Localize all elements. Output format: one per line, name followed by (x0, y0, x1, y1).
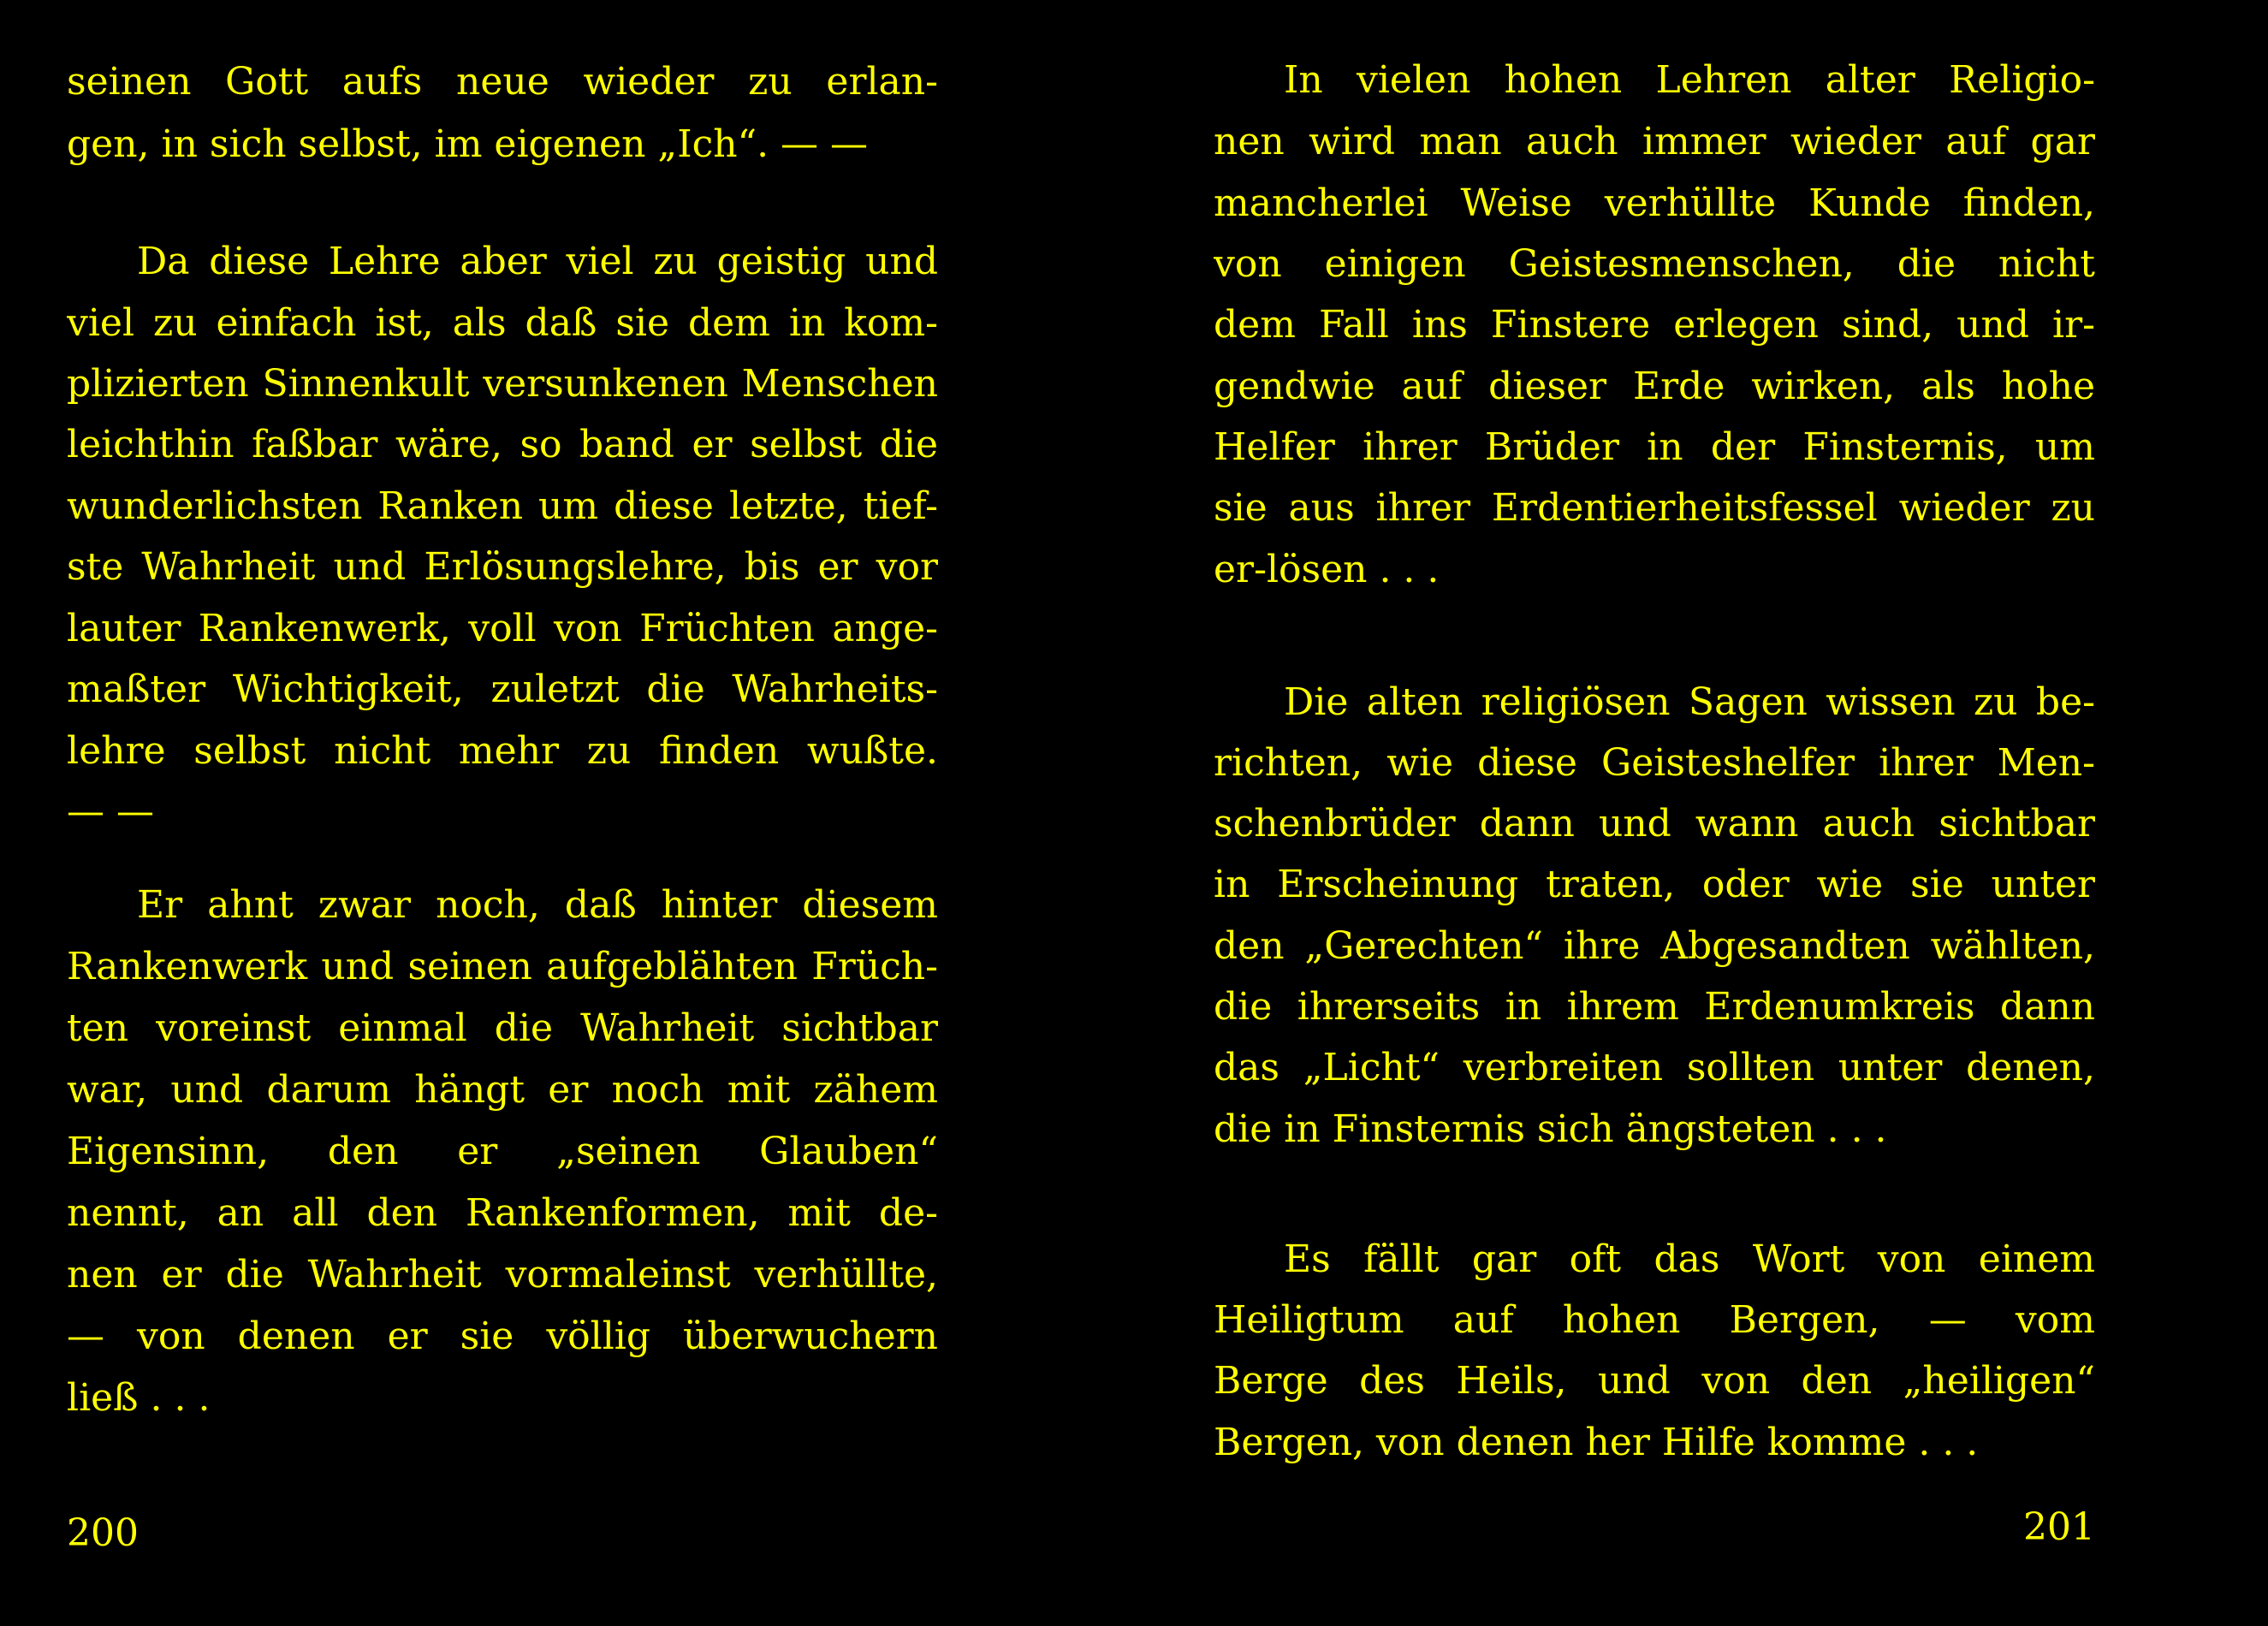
text-line: von einigen Geistesmenschen, die nicht (1214, 242, 2095, 286)
text-line: lauter Rankenwerk, voll von Früchten ange- (67, 607, 938, 650)
text-line: den „Gerechten“ ihre Abgesandten wählten, (1214, 924, 2095, 968)
text-line: leichthin faßbar wäre, so band er selbst die (67, 423, 938, 466)
text-line: ten voreinst einmal die Wahrheit sichtbar (67, 1006, 938, 1050)
text-line: er-lösen . . . (1214, 548, 1440, 591)
text-line: wunderlichsten Ranken um diese letzte, tief- (67, 484, 938, 528)
text-line: — — (67, 790, 154, 834)
text-line: ließ . . . (67, 1376, 211, 1420)
text-line: In vielen hohen Lehren alter Religio- (1284, 58, 2095, 102)
text-line: dem Fall ins Finstere erlegen sind, und ir- (1214, 303, 2095, 347)
text-line: nennt, an all den Rankenformen, mit de- (67, 1191, 938, 1235)
left-page (67, 0, 938, 1626)
text-line: lehre selbst nicht mehr zu finden wußte. (67, 729, 938, 773)
text-line: Helfer ihrer Brüder in der Finsternis, um (1214, 425, 2095, 469)
text-line: gendwie auf dieser Erde wirken, als hohe (1214, 365, 2095, 408)
page-number-right: 201 (2023, 1505, 2095, 1549)
text-line: Rankenwerk und seinen aufgeblähten Früch- (67, 945, 938, 988)
text-line: in Erscheinung traten, oder wie sie unter (1214, 863, 2095, 906)
text-line: — von denen er sie völlig überwuchern (67, 1314, 938, 1358)
text-line: nen er die Wahrheit vormaleinst verhüllte, (67, 1253, 938, 1297)
text-line: Berge des Heils, und von den „heiligen“ (1214, 1359, 2095, 1403)
text-line: Die alten religiösen Sagen wissen zu be- (1284, 680, 2095, 724)
page-number-left: 200 (67, 1511, 139, 1555)
text-line: plizierten Sinnenkult versunkenen Menschen (67, 362, 938, 406)
text-line: Eigensinn, den er „seinen Glauben“ (67, 1130, 938, 1173)
text-line: schenbrüder dann und wann auch sichtbar (1214, 802, 2095, 846)
text-line: Er ahnt zwar noch, daß hinter diesem (137, 883, 938, 927)
text-line: Heiligtum auf hohen Bergen, — vom (1214, 1298, 2095, 1342)
text-line: ste Wahrheit und Erlösungslehre, bis er vor (67, 545, 938, 589)
text-line: viel zu einfach ist, als daß sie dem in kom- (67, 301, 938, 345)
text-line: seinen Gott aufs neue wieder zu erlan- (67, 60, 938, 104)
right-page (1214, 0, 2095, 1626)
text-line: die in Finsternis sich ängsteten . . . (1214, 1107, 1887, 1151)
text-line: nen wird man auch immer wieder auf gar (1214, 120, 2095, 163)
text-line: war, und darum hängt er noch mit zähem (67, 1068, 938, 1112)
text-line: Bergen, von denen her Hilfe komme . . . (1214, 1421, 1979, 1464)
text-line: mancherlei Weise verhüllte Kunde finden, (1214, 181, 2095, 225)
text-line: das „Licht“ verbreiten sollten unter denen, (1214, 1046, 2095, 1089)
text-line: gen, in sich selbst, im eigenen „Ich“. — — (67, 122, 869, 166)
text-line: Da diese Lehre aber viel zu geistig und (137, 240, 938, 283)
text-line: sie aus ihrer Erdentierheitsfessel wieder zu (1214, 486, 2095, 530)
text-line: maßter Wichtigkeit, zuletzt die Wahrheits- (67, 668, 938, 711)
text-line: richten, wie diese Geisteshelfer ihrer Men- (1214, 741, 2095, 785)
text-line: die ihrerseits in ihrem Erdenumkreis dann (1214, 985, 2095, 1029)
text-line: Es fällt gar oft das Wort von einem (1284, 1237, 2095, 1281)
